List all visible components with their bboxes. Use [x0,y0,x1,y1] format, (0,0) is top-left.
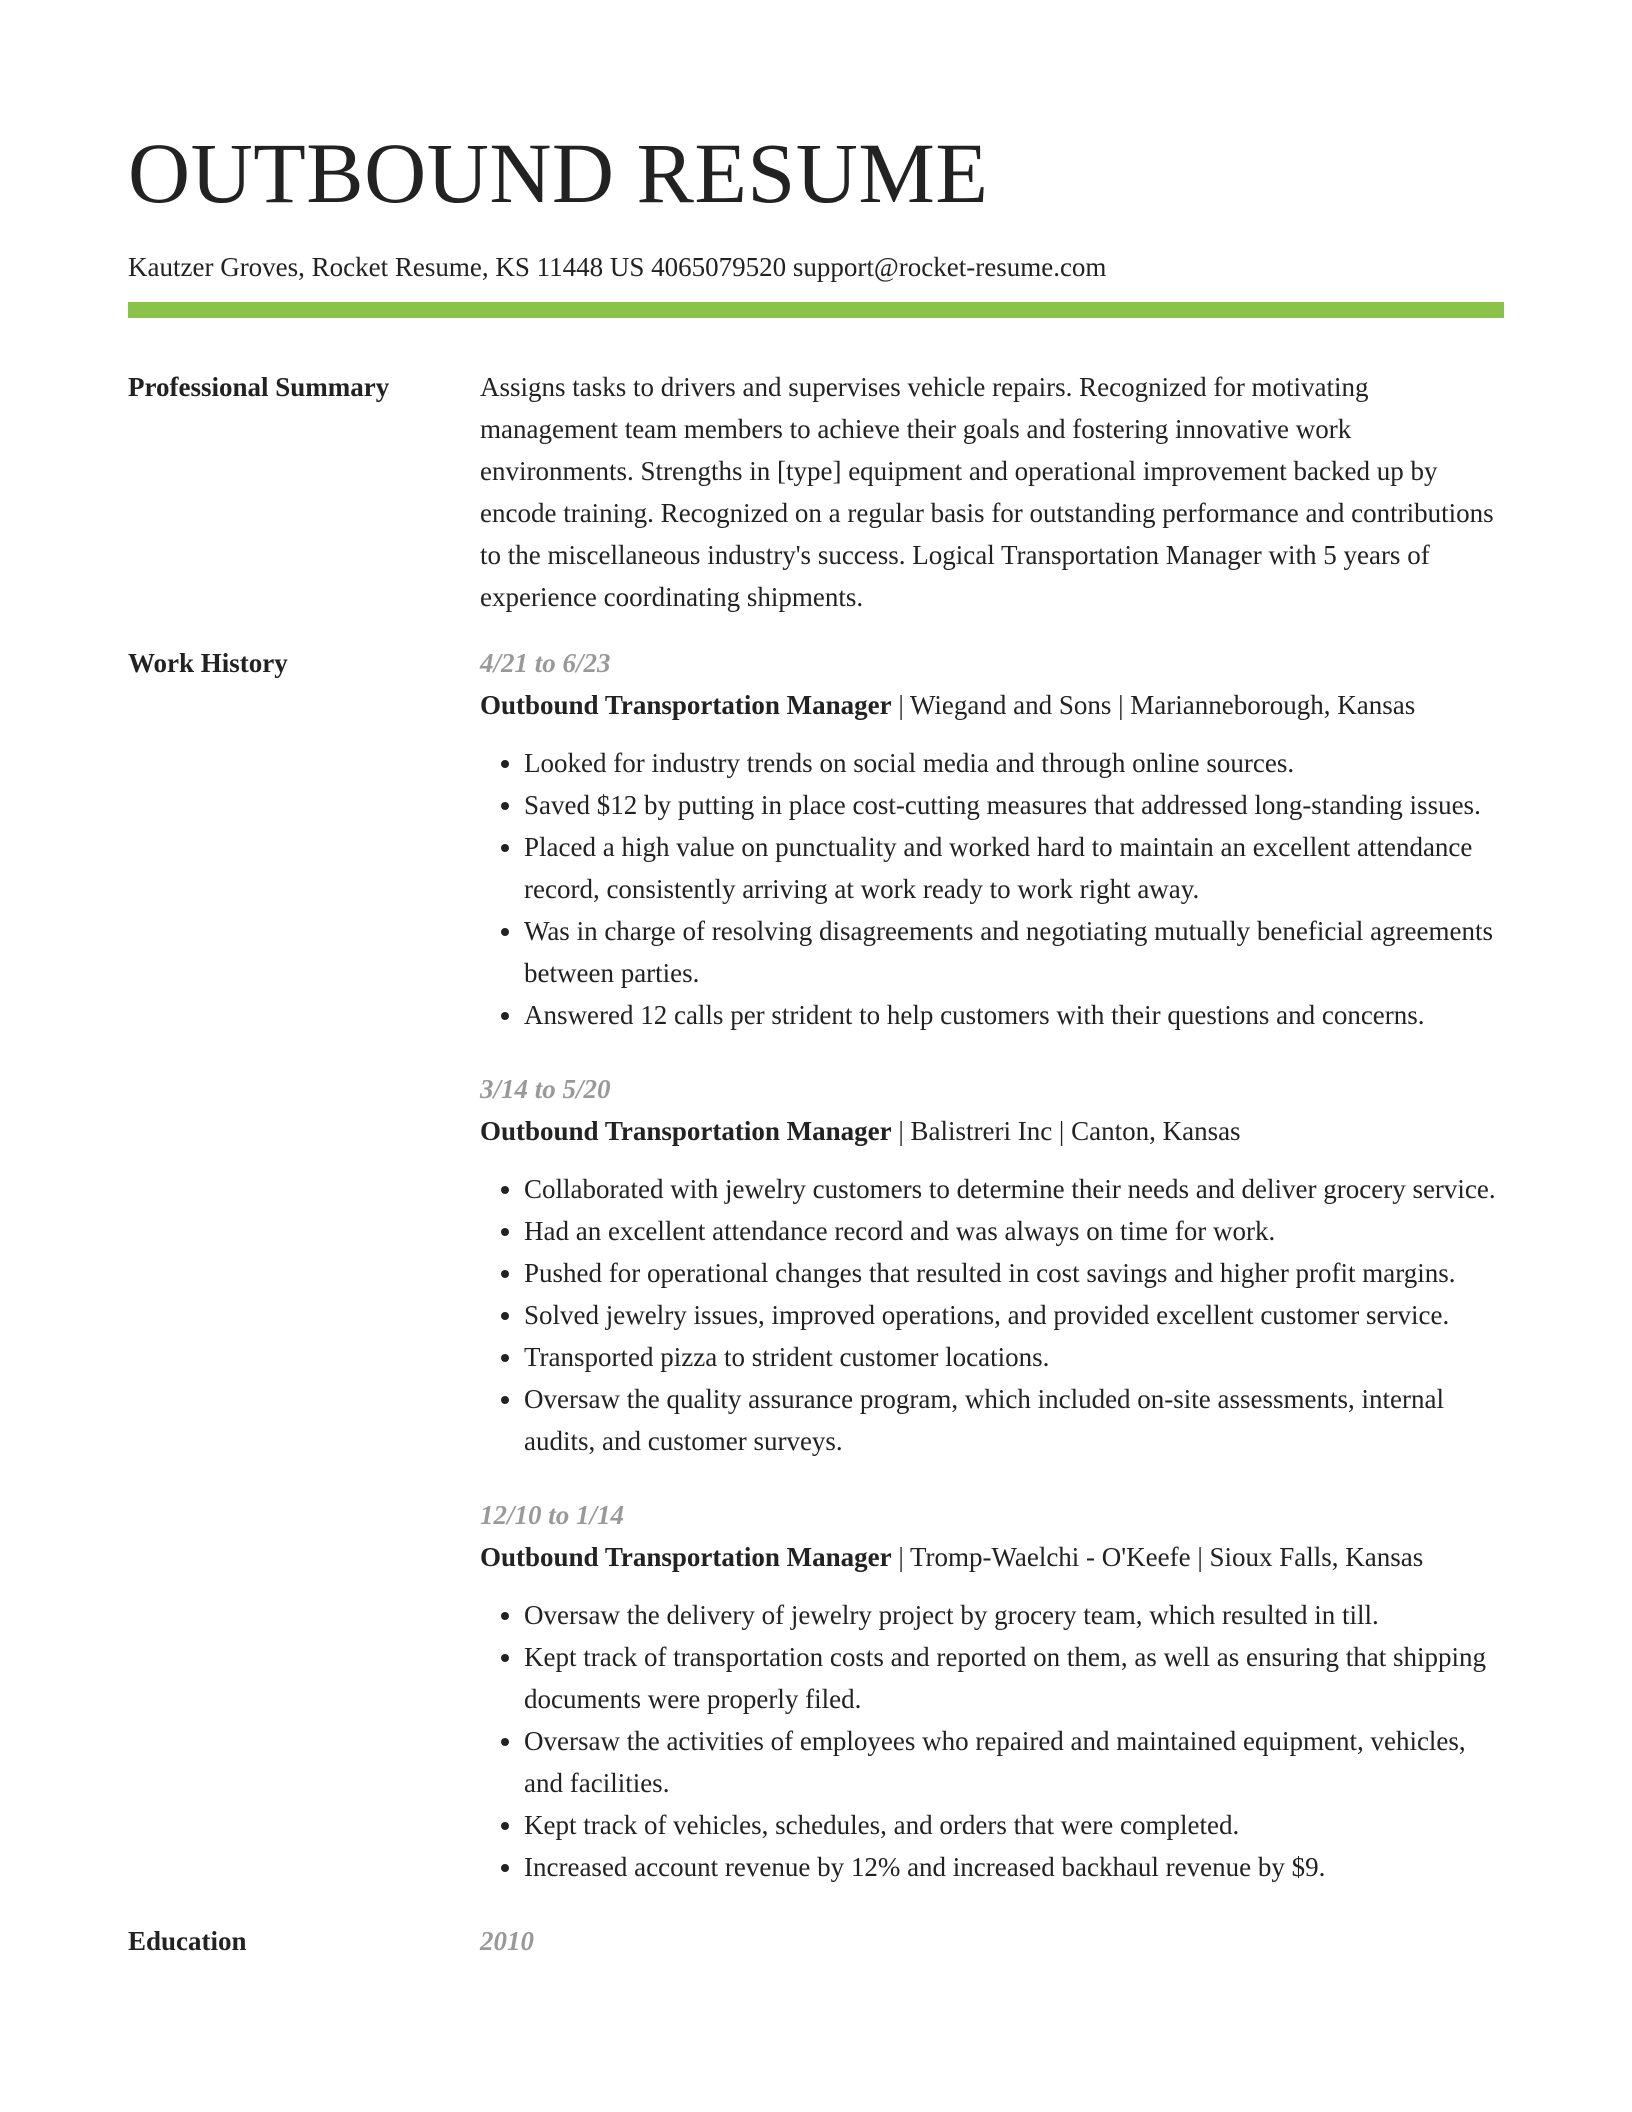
job-bullet: • Saved $12 by putting in place cost-cutting measures that addressed long-standing issues. [524,784,1504,826]
job-bullets [480,742,1504,1036]
job-title-line [480,1110,1504,1152]
job-bullet: • Increased account revenue by 12% and increased backhaul revenue by $9. [524,1846,1504,1888]
resume-page [128,0,1504,1962]
job-bullets [480,1594,1504,1888]
job-title-line [480,1536,1504,1578]
job-title: Outbound Transportation Manager [480,1542,892,1572]
job-employer-location: | Balistreri Inc | Canton, Kansas [891,1116,1241,1146]
job-bullet: • Was in charge of resolving disagreements and negotiating mutually beneficial agreements between parties. [524,910,1504,994]
job-bullet: • Transported pizza to strident customer locations. [524,1336,1504,1378]
job-bullet: • Pushed for operational changes that resulted in cost savings and higher profit margins. [524,1252,1504,1294]
job-bullet: • Kept track of transportation costs and reported on them, as well as ensuring that shipping documents were properly filed. [524,1636,1504,1720]
section-label-summary: Professional Summary [128,372,390,402]
job-title: Outbound Transportation Manager [480,690,892,720]
job-employer-location: | Tromp-Waelchi - O'Keefe | Sioux Falls, Kansas [891,1542,1424,1572]
education-section [128,1920,1504,1962]
job-bullet: • Had an excellent attendance record and was always on time for work. [524,1210,1504,1252]
job-dates: 12/10 to 1/14 [480,1500,625,1530]
job-bullet: • Oversaw the delivery of jewelry project by grocery team, which resulted in till. [524,1594,1504,1636]
job-bullet: • Answered 12 calls per strident to help customers with their questions and concerns. [524,994,1504,1036]
job-dates: 3/14 to 5/20 [480,1074,611,1104]
job-bullet: • Looked for industry trends on social media and through online sources. [524,742,1504,784]
resume-title: OUTBOUND RESUME [128,125,989,221]
accent-divider [128,302,1504,318]
job-dates: 4/21 to 6/23 [480,648,611,678]
job-employer-location: | Wiegand and Sons | Marianneborough, Kansas [891,690,1416,720]
job-title: Outbound Transportation Manager [480,1116,892,1146]
job-bullet: • Collaborated with jewelry customers to determine their needs and deliver grocery service. [524,1168,1504,1210]
work-history-body [480,642,1504,1888]
work-history-section [128,642,1504,1888]
job-bullet: • Oversaw the activities of employees who repaired and maintained equipment, vehicles, and facilities. [524,1720,1504,1804]
education-dates: 2010 [480,1926,534,1956]
education-body [480,1920,1504,1962]
contact-line: Kautzer Groves, Rocket Resume, KS 11448 US 4065079520 support@rocket-resume.com [128,252,1107,282]
job-bullet: • Solved jewelry issues, improved operations, and provided excellent customer service. [524,1294,1504,1336]
job-bullet: • Placed a high value on punctuality and worked hard to maintain an excellent attendance record, consistently arriving at work ready to work right away. [524,826,1504,910]
summary-body [480,366,1504,618]
job-entry [480,1494,1504,1888]
summary-text: Assigns tasks to drivers and supervises vehicle repairs. Recognized for motivating management team members to achieve their goals and fostering innovative work environments. Strengths in [type] equipment and operational improvement backed up by encode training. Recognized on a regular basis for outstanding performance and contributions to the miscellaneous industry's success. Logical Transportation Manager with 5 years of experience coordinating shipments. [480,372,1494,612]
professional-summary-section [128,366,1504,618]
job-title-line [480,684,1504,726]
job-entry [480,642,1504,1036]
section-label-education: Education [128,1926,247,1956]
job-bullet: • Kept track of vehicles, schedules, and orders that were completed. [524,1804,1504,1846]
job-entry [480,1068,1504,1462]
job-bullets [480,1168,1504,1462]
job-bullet: • Oversaw the quality assurance program, which included on-site assessments, internal audits, and customer surveys. [524,1378,1504,1462]
section-label-work: Work History [128,648,288,678]
